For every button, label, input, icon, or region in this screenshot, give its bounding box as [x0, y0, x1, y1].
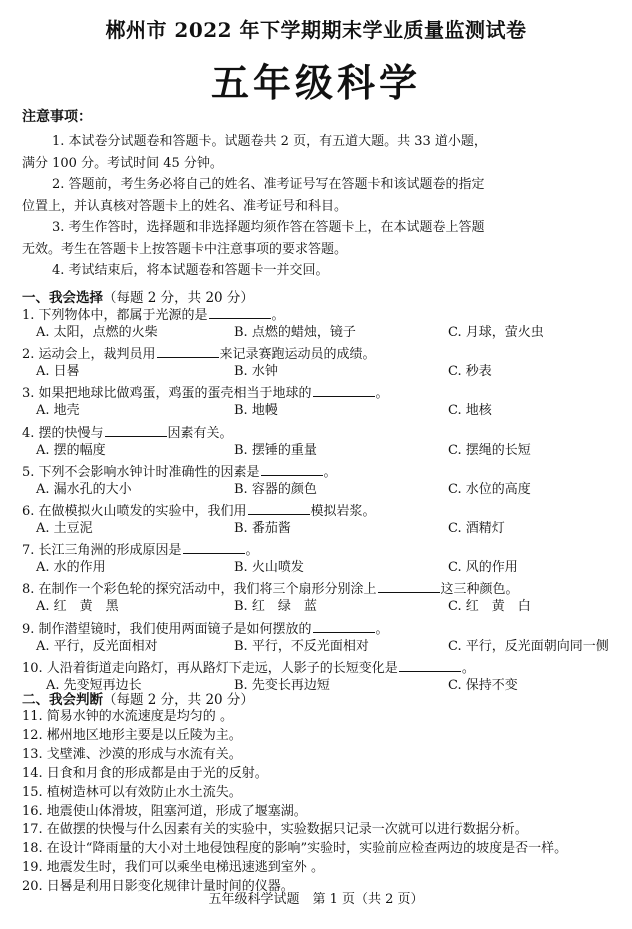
note-item: 4. 考试结束后，将本试题卷和答题卡一并交回。: [52, 263, 329, 278]
choice-question: 3. 如果把地球比做鸡蛋，鸡蛋的蛋壳相当于地球的 。: [22, 386, 389, 402]
choice-option: C. 摆绳的长短: [448, 442, 531, 458]
answer-blank: [209, 306, 271, 319]
section2-heading: 二、我会判断（每题 2 分，共 20 分）: [22, 692, 254, 708]
choice-option: A. 摆的幅度: [36, 442, 106, 458]
answer-blank: [105, 424, 167, 437]
page-footer: 五年级科学试题 第 1 页（共 2 页）: [208, 892, 424, 907]
judge-question: 14. 日食和月食的形成都是由于光的反射。: [22, 765, 268, 781]
choice-question: 8. 在制作一个彩色轮的探究活动中，我们将三个扇形分别涂上 这三种颜色。: [22, 582, 519, 598]
choice-option: B. 摆锤的重量: [234, 442, 317, 458]
section1-heading: 一、我会选择（每题 2 分，共 20 分）: [22, 290, 254, 306]
choice-option: C. 水位的高度: [448, 481, 531, 497]
judge-question: 18. 在设计“降雨量的大小对土地侵蚀程度的影响”实验时，实验前应检查两边的坡度是否一样。: [22, 841, 568, 857]
judge-question: 11. 简易水钟的水流速度是均匀的 。: [22, 709, 233, 724]
judge-question: 19. 地震发生时，我们可以乘坐电梯迅速逃到室外 。: [22, 860, 324, 876]
judge-question: 16. 地震使山体滑坡，阻塞河道，形成了堰塞湖。: [22, 803, 307, 819]
choice-option: C. 保持不变: [448, 677, 518, 693]
choice-question: 9. 制作潜望镜时，我们使用两面镜子是如何摆放的 。: [22, 621, 389, 637]
choice-option: A. 漏水孔的大小: [36, 481, 132, 497]
choice-question: 4. 摆的快慢与 因素有关。: [22, 425, 233, 441]
note-item: 3. 考生作答时，选择题和非选择题均须作答在答题卡上，在本试题卷上答题 无效。考生在答题卡上按答题卡中注意事项的要求答题。: [22, 220, 485, 257]
answer-blank: [183, 541, 245, 554]
choice-option: C. 月球，萤火虫: [448, 325, 544, 340]
choice-question: 10. 人沿着街道走向路灯，再从路灯下走远，人影子的长短变化是 。: [22, 660, 475, 676]
answer-blank: [313, 384, 375, 397]
answer-blank: [399, 659, 461, 672]
choice-question: 7. 长江三角洲的形成原因是 。: [22, 543, 259, 559]
choice-option: B. 点燃的蜡烛，镜子: [234, 325, 356, 340]
choice-question: 1. 下列物体中，都属于光源的是 。: [22, 308, 285, 323]
choice-option: A. 太阳，点燃的火柴: [36, 325, 158, 340]
choice-option: B. 容器的颜色: [234, 481, 317, 497]
choice-option: A. 日晷: [36, 364, 80, 380]
choice-option: B. 水钟: [234, 364, 278, 380]
answer-blank: [378, 580, 440, 593]
choice-option: B. 番茄酱: [234, 521, 291, 536]
choice-option: B. 平行，不反光面相对: [234, 638, 369, 654]
choice-question: 6. 在做模拟火山喷发的实验中，我们用 模拟岩浆。: [22, 504, 376, 519]
answer-blank: [313, 620, 375, 633]
choice-option: C. 风的作用: [448, 560, 518, 576]
choice-option: B. 火山喷发: [234, 560, 304, 576]
judge-question: 12. 郴州地区地形主要是以丘陵为主。: [22, 727, 242, 743]
choice-option: A. 平行，反光面相对: [36, 638, 158, 654]
choice-option: C. 酒精灯: [448, 521, 505, 536]
exam-title: 郴州市 2022 年下学期期末学业质量监测试卷: [105, 18, 527, 42]
judge-question: 17. 在做摆的快慢与什么因素有关的实验中，实验数据只记录一次就可以进行数据分析。: [22, 822, 528, 838]
judge-question: 20. 日晷是利用日影变化规律计量时间的仪器。: [22, 879, 294, 895]
choice-option: C. 红 黄 白: [448, 599, 531, 615]
note-item: 2. 答题前，考生务必将自己的姓名、准考证号写在答题卡和该试题卷的指定 位置上，并认真核对答题卡上的姓名、准考证号和科目。: [22, 177, 485, 214]
choice-option: B. 地幔: [234, 403, 278, 419]
judge-question: 15. 植树造林可以有效防止水土流失。: [22, 784, 242, 800]
choice-option: A. 地壳: [36, 403, 80, 419]
choice-option: C. 平行，反光面朝向同一侧: [448, 638, 609, 654]
choice-option: B. 红 绿 蓝: [234, 599, 317, 615]
answer-blank: [248, 502, 310, 515]
choice-question: 5. 下列不会影响水钟计时准确性的因素是 。: [22, 464, 337, 480]
choice-option: A. 红 黄 黑: [36, 599, 119, 615]
notes-heading: 注意事项：: [22, 109, 92, 125]
choice-option: C. 地核: [448, 403, 492, 419]
note-item: 1. 本试卷分试题卷和答题卡。试题卷共 2 页，有五道大题。共 33 道小题， 满分 100 分。考试时间 45 分钟。: [22, 134, 487, 171]
answer-blank: [157, 345, 219, 358]
choice-option: A. 先变短再边长: [46, 677, 142, 693]
answer-blank: [261, 463, 323, 476]
choice-option: A. 土豆泥: [36, 521, 93, 536]
subject-title: 五年级科学: [210, 60, 421, 105]
choice-option: C. 秒表: [448, 364, 492, 380]
choice-option: A. 水的作用: [36, 560, 106, 576]
choice-question: 2. 运动会上，裁判员用 来记录赛跑运动员的成绩。: [22, 347, 376, 363]
judge-question: 13. 戈壁滩、沙漠的形成与水流有关。: [22, 746, 242, 762]
choice-option: B. 先变长再边短: [234, 677, 330, 693]
